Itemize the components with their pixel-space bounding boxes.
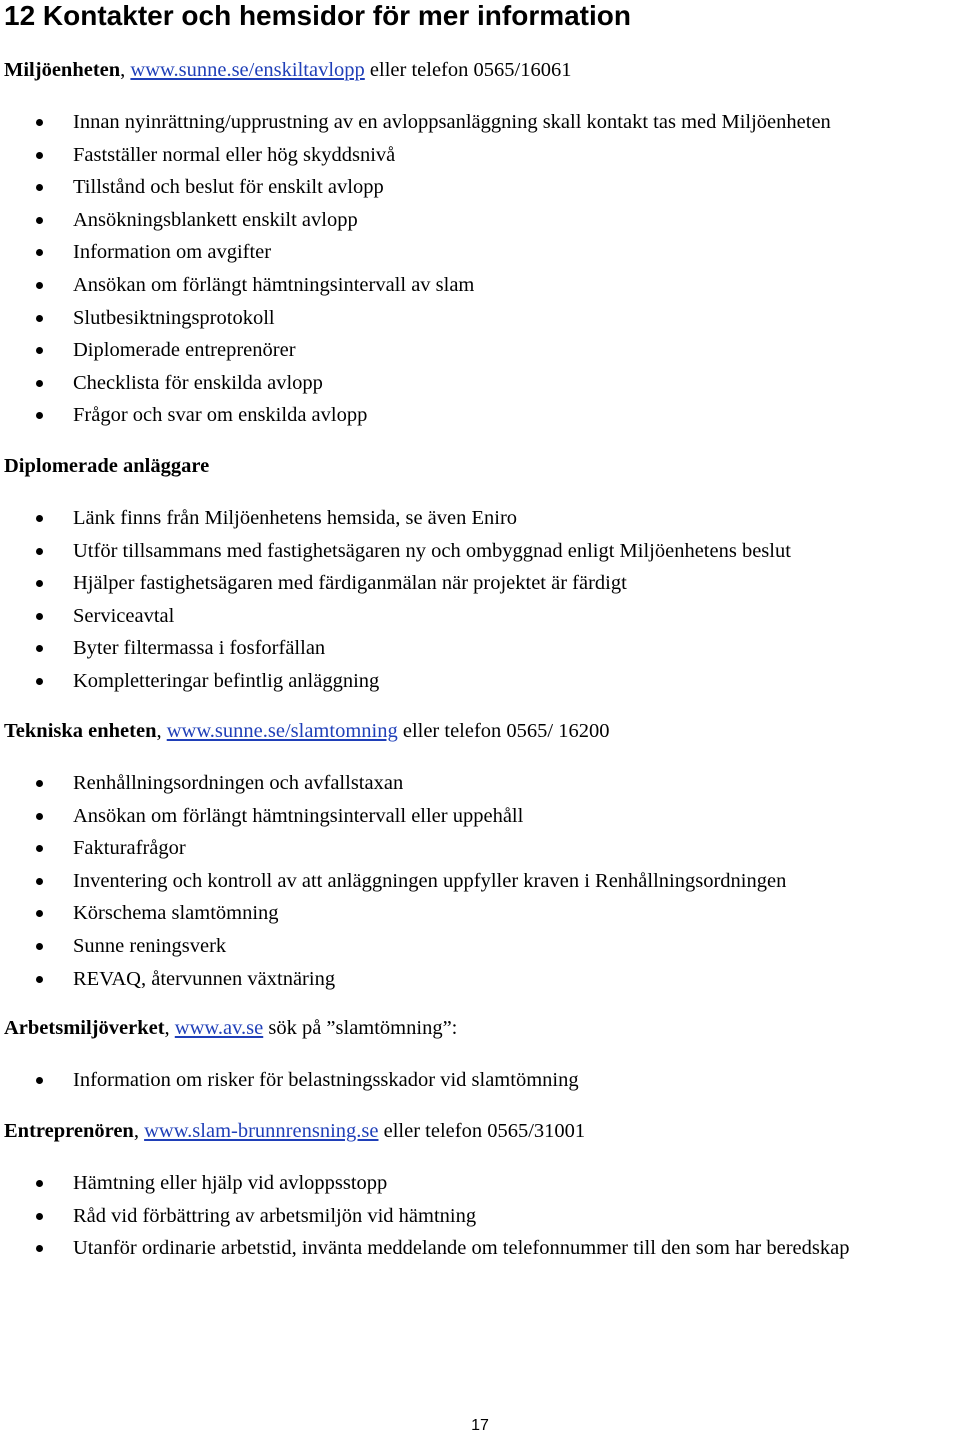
list-item: [0, 635, 791, 668]
section-separator: ,: [164, 1017, 175, 1039]
section-contact-text: sök på ”slamtömning”:: [263, 1017, 458, 1039]
list-item: [0, 1235, 849, 1268]
section-list-arbetsmiljoverket: [0, 1067, 579, 1100]
list-item-text: Ansökan om förlängt hämtningsintervall eller uppehåll: [73, 804, 524, 827]
list-item: [0, 1203, 849, 1236]
list-item-text: Tillstånd och beslut för enskilt avlopp: [73, 176, 384, 199]
list-item: [0, 803, 786, 836]
bullet-icon: [36, 1180, 43, 1187]
list-item: [0, 538, 791, 571]
list-item-text: Innan nyinrättning/upprustning av en avloppsanläggning skall kontakt tas med Miljöenheten: [73, 111, 831, 133]
list-item-text: Utför tillsammans med fastighetsägaren ny och ombyggnad enligt Miljöenhetens beslut: [73, 539, 791, 562]
bullet-icon: [36, 613, 43, 620]
section-list-diplomerade-anlaggare: [0, 505, 791, 701]
list-item-text: Inventering och kontroll av att anläggningen uppfyller kraven i Renhållningsordningen: [73, 869, 787, 892]
list-item: [0, 174, 831, 207]
bullet-icon: [36, 1077, 43, 1084]
list-item-text: Information om avgifter: [73, 241, 272, 264]
list-item-text: Fakturafrågor: [73, 837, 186, 860]
tekniska-enheten-link[interactable]: www.sunne.se/slamtomning: [166, 720, 398, 742]
bullet-icon: [36, 217, 43, 224]
section-list-miljoenheten: [0, 109, 831, 435]
list-item-text: Körschema slamtömning: [73, 902, 279, 925]
list-item-text: REVAQ, återvunnen växtnäring: [73, 967, 336, 990]
page-number: 17: [471, 1417, 489, 1434]
entreprenoren-link[interactable]: www.slam-brunnrensning.se: [144, 1120, 379, 1142]
section-org-name: Entreprenören: [4, 1120, 134, 1142]
list-item: [0, 239, 831, 272]
bullet-icon: [36, 347, 43, 354]
bullet-icon: [36, 678, 43, 685]
list-item: [0, 109, 831, 142]
bullet-icon: [36, 152, 43, 159]
section-contact-text: eller telefon 0565/ 16200: [397, 720, 610, 742]
bullet-icon: [36, 580, 43, 587]
page-title: 12 Kontakter och hemsidor för mer information: [4, 0, 631, 31]
bullet-icon: [36, 910, 43, 917]
list-item-text: Sunne reningsverk: [73, 934, 227, 957]
bullet-icon: [36, 315, 43, 322]
section-separator: ,: [156, 720, 167, 742]
bullet-icon: [36, 813, 43, 820]
list-item: [0, 668, 791, 701]
list-item: [0, 207, 831, 240]
list-item: [0, 603, 791, 636]
section-org-name: Diplomerade anläggare: [4, 455, 210, 477]
list-item: [0, 1170, 849, 1203]
bullet-icon: [36, 119, 43, 126]
bullet-icon: [36, 645, 43, 652]
list-item-text: Slutbesiktningsprotokoll: [73, 306, 275, 329]
miljoenheten-link[interactable]: www.sunne.se/enskiltavlopp: [130, 59, 365, 81]
list-item: [0, 337, 831, 370]
list-item: [0, 402, 831, 435]
bullet-icon: [36, 380, 43, 387]
list-item-text: Checklista för enskilda avlopp: [73, 371, 323, 394]
list-item-text: Byter filtermassa i fosforfällan: [73, 637, 326, 660]
section-org-name: Tekniska enheten: [4, 720, 157, 742]
list-item: [0, 305, 831, 338]
list-item: [0, 272, 831, 305]
list-item: [0, 835, 786, 868]
section-list-tekniska-enheten: [0, 770, 786, 998]
bullet-icon: [36, 184, 43, 191]
list-item-text: Fastställer normal eller hög skyddsnivå: [73, 143, 396, 166]
list-item-text: Råd vid förbättring av arbetsmiljön vid hämtning: [73, 1204, 477, 1227]
section-separator: ,: [120, 59, 131, 81]
bullet-icon: [36, 282, 43, 289]
bullet-icon: [36, 548, 43, 555]
section-org-name: Arbetsmiljöverket: [4, 1017, 165, 1039]
list-item-text: Diplomerade entreprenörer: [73, 339, 296, 362]
list-item: [0, 933, 786, 966]
bullet-icon: [36, 1213, 43, 1220]
bullet-icon: [36, 845, 43, 852]
list-item-text: Ansökan om förlängt hämtningsintervall av slam: [73, 273, 475, 296]
list-item: [0, 900, 786, 933]
section-heading-miljoenheten: [4, 57, 571, 83]
list-item: [0, 966, 786, 999]
list-item: [0, 142, 831, 175]
list-item-text: Hämtning eller hjälp vid avloppsstopp: [73, 1172, 388, 1194]
section-contact-text: eller telefon 0565/31001: [378, 1120, 586, 1142]
list-item-text: Kompletteringar befintlig anläggning: [73, 669, 380, 692]
section-heading-arbetsmiljoverket: [4, 1015, 457, 1041]
list-item-text: Hjälper fastighetsägaren med färdiganmälan när projektet är färdigt: [73, 572, 627, 595]
list-item: [0, 1067, 579, 1100]
list-item-text: Renhållningsordningen och avfallstaxan: [73, 772, 404, 794]
bullet-icon: [36, 943, 43, 950]
list-item-text: Frågor och svar om enskilda avlopp: [73, 404, 368, 427]
list-item: [0, 370, 831, 403]
list-item-text: Information om risker för belastningsskador vid slamtömning: [73, 1069, 579, 1091]
list-item: [0, 570, 791, 603]
bullet-icon: [36, 515, 43, 522]
arbetsmiljoverket-link[interactable]: www.av.se: [174, 1017, 264, 1039]
list-item: [0, 868, 786, 901]
list-item-text: Ansökningsblankett enskilt avlopp: [73, 208, 358, 231]
bullet-icon: [36, 780, 43, 787]
section-heading-tekniska-enheten: [4, 718, 610, 744]
bullet-icon: [36, 412, 43, 419]
bullet-icon: [36, 1245, 43, 1252]
list-item-text: Serviceavtal: [73, 604, 175, 627]
list-item-text: Länk finns från Miljöenhetens hemsida, se även Eniro: [73, 507, 518, 529]
section-heading-entreprenoren: [4, 1118, 585, 1144]
bullet-icon: [36, 976, 43, 983]
section-list-entreprenoren: [0, 1170, 849, 1268]
list-item: [0, 505, 791, 538]
list-item: [0, 770, 786, 803]
section-org-name: Miljöenheten: [4, 59, 121, 81]
list-item-text: Utanför ordinarie arbetstid, invänta meddelande om telefonnummer till den som har beredskap: [73, 1237, 850, 1260]
bullet-icon: [36, 878, 43, 885]
section-contact-text: eller telefon 0565/16061: [364, 59, 572, 81]
section-heading-diplomerade-anlaggare: [4, 453, 209, 479]
section-separator: ,: [133, 1120, 145, 1142]
bullet-icon: [36, 249, 43, 256]
